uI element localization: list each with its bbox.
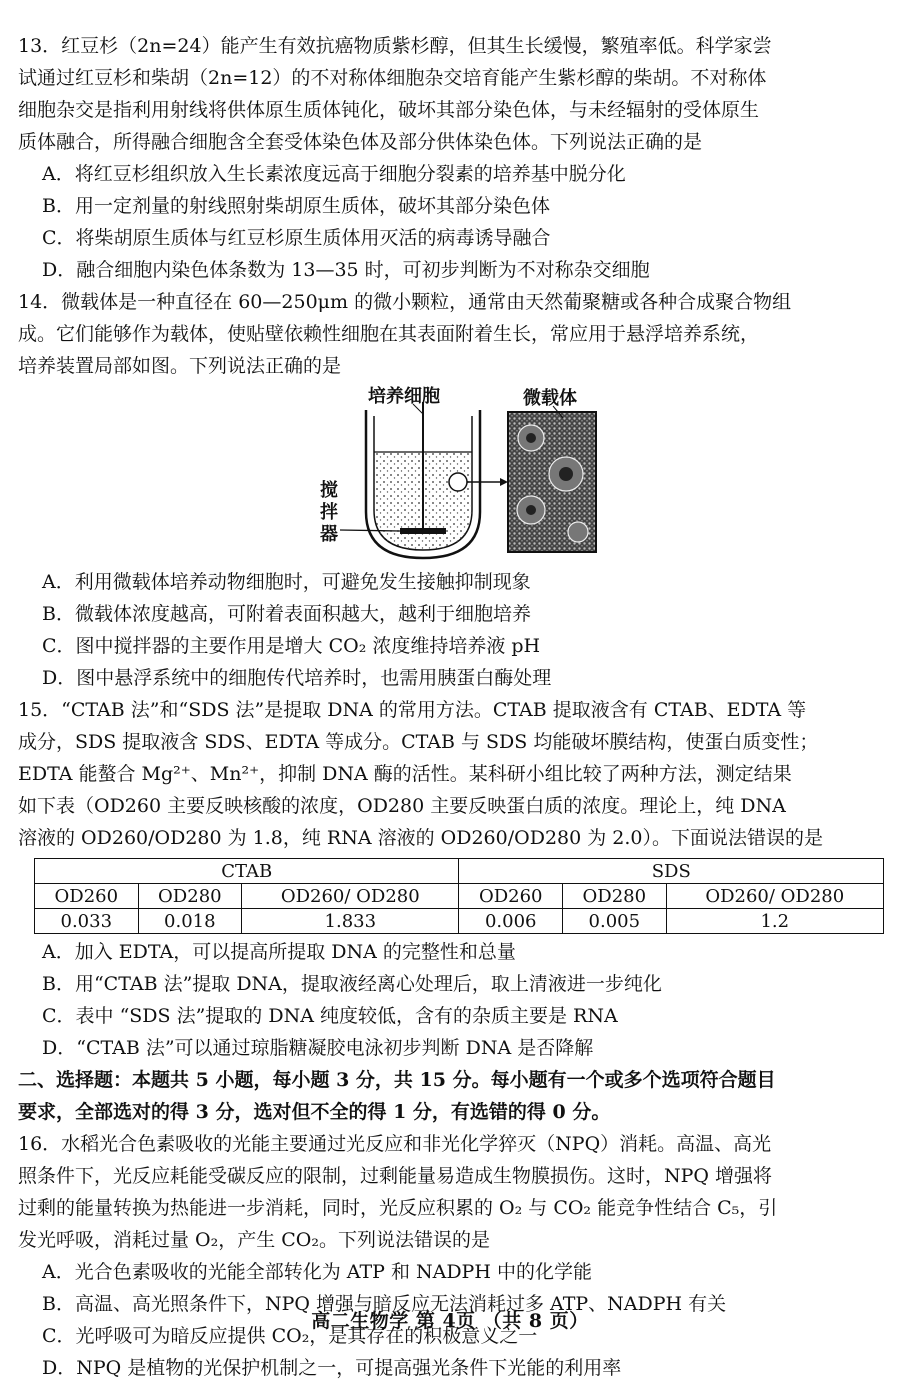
q15-option-d: D．“CTAB 法”可以通过琼脂糖凝胶电泳初步判断 DNA 是否降解 — [42, 1037, 594, 1059]
question-15 — [18, 694, 886, 1064]
q13-stem-line: 试通过红豆杉和柴胡（2n=12）的不对称体细胞杂交培育能产生紫杉醇的柴胡。不对称体 — [18, 67, 767, 89]
q14-option-b: B．微载体浓度越高，可附着表面积越大，越利于细胞培养 — [42, 603, 531, 625]
q16-stem-line: 发光呼吸，消耗过量 O₂，产生 CO₂。下列说法错误的是 — [18, 1229, 491, 1251]
q16-stem-line: 16．水稻光合色素吸收的光能主要通过光反应和非光化学猝灭（NPQ）消耗。高温、高光 — [18, 1133, 772, 1155]
figure-label-culture-cells: 培养细胞 — [368, 386, 440, 407]
q13-stem-line: 细胞杂交是指利用射线将供体原生质体钝化，破坏其部分染色体，与未经辐射的受体原生 — [18, 99, 760, 121]
q15-stem-line: 15．“CTAB 法”和“SDS 法”是提取 DNA 的常用方法。CTAB 提取液含有 CTAB、EDTA 等 — [18, 699, 807, 721]
q16-stem-line: 过剩的能量转换为热能进一步消耗，同时，光反应积累的 O₂ 与 CO₂ 能竞争性结合 C₅，引 — [18, 1197, 778, 1219]
question-16 — [18, 1128, 886, 1384]
q13-option-c: C．将柴胡原生质体与红豆杉原生质体用灭活的病毒诱导融合 — [42, 227, 551, 249]
table-header: OD260 — [459, 884, 563, 909]
q13-stem-line: 质体融合，所得融合细胞含全套受体染色体及部分供体染色体。下列说法正确的是 — [18, 131, 703, 153]
q13-option-b: B．用一定剂量的射线照射柴胡原生质体，破坏其部分染色体 — [42, 195, 550, 217]
q14-stem-line: 14．微载体是一种直径在 60—250μm 的微小颗粒，通常由天然葡聚糖或各种合成聚合物组 — [18, 291, 792, 313]
table-cell: 0.005 — [563, 909, 667, 934]
q14-stem-line: 成。它们能够作为载体，使贴壁依赖性细胞在其表面附着生长，常应用于悬浮培养系统， — [18, 323, 760, 345]
q14-option-c: C．图中搅拌器的主要作用是增大 CO₂ 浓度维持培养液 pH — [42, 635, 541, 657]
table-group-sds: SDS — [459, 859, 884, 884]
question-14 — [18, 286, 886, 694]
q15-stem-line: 如下表（OD260 主要反映核酸的浓度，OD280 主要反映蛋白质的浓度。理论上，纯 DNA — [18, 795, 786, 817]
q16-option-b: B．高温、高光照条件下，NPQ 增强与暗反应无法消耗过多 ATP、NADPH 有关 — [42, 1293, 727, 1315]
dna-extraction-table — [34, 858, 884, 934]
figure-label-stirrer: 搅拌器 — [320, 480, 338, 545]
q13-stem-line: 13．红豆杉（2n=24）能产生有效抗癌物质紫杉醇，但其生长缓慢，繁殖率低。科学家尝 — [18, 35, 772, 57]
table-cell: 1.2 — [666, 909, 883, 934]
microcarrier-figure — [18, 382, 886, 566]
section-2-line: 二、选择题：本题共 5 小题，每小题 3 分，共 15 分。每小题有一个或多个选项符合题目 — [18, 1069, 776, 1091]
microcarrier-bead — [449, 473, 467, 491]
q15-stem-line: EDTA 能螯合 Mg²⁺、Mn²⁺，抑制 DNA 酶的活性。某科研小组比较了两种方法，测定结果 — [18, 763, 792, 785]
table-cell: 1.833 — [242, 909, 459, 934]
table-cell: 0.033 — [35, 909, 139, 934]
table-cell: 0.006 — [459, 909, 563, 934]
section-2-line: 要求，全部选对的得 3 分，选对但不全的得 1 分，有选错的得 0 分。 — [18, 1101, 611, 1123]
q16-stem-line: 照条件下，光反应耗能受碳反应的限制，过剩能量易造成生物膜损伤。这时，NPQ 增强将 — [18, 1165, 773, 1187]
table-group-ctab: CTAB — [35, 859, 459, 884]
section-2-header — [18, 1064, 886, 1128]
table-header: OD280 — [138, 884, 242, 909]
table-header: OD280 — [563, 884, 667, 909]
q14-stem-line: 培养装置局部如图。下列说法正确的是 — [18, 355, 342, 377]
q15-stem-line: 成分，SDS 提取液含 SDS、EDTA 等成分。CTAB 与 SDS 均能破坏膜结构，使蛋白质变性； — [18, 731, 819, 753]
question-13 — [18, 30, 886, 286]
q16-option-d: D．NPQ 是植物的光保护机制之一，可提高强光条件下光能的利用率 — [42, 1357, 622, 1379]
q13-option-a: A．将红豆杉组织放入生长素浓度远高于细胞分裂素的培养基中脱分化 — [42, 163, 626, 185]
q15-option-c: C．表中 “SDS 法”提取的 DNA 纯度较低，含有的杂质主要是 RNA — [42, 1005, 618, 1027]
q14-option-d: D．图中悬浮系统中的细胞传代培养时，也需用胰蛋白酶处理 — [42, 667, 552, 689]
table-header: OD260/ OD280 — [242, 884, 459, 909]
q15-stem-line: 溶液的 OD260/OD280 为 1.8，纯 RNA 溶液的 OD260/OD280 为 2.0）。下面说法错误的是 — [18, 827, 824, 849]
table-cell: 0.018 — [138, 909, 242, 934]
page-footer: 高二生物学 第 4页 （共 8 页） — [311, 1310, 589, 1332]
table-header: OD260/ OD280 — [666, 884, 883, 909]
q13-option-d: D．融合细胞内染色体条数为 13—35 时，可初步判断为不对称杂交细胞 — [42, 259, 650, 281]
table-header: OD260 — [35, 884, 139, 909]
figure-label-microcarrier: 微载体 — [523, 388, 577, 409]
q16-option-c: C．光呼吸可为暗反应提供 CO₂，是其存在的积极意义之一 — [42, 1325, 538, 1347]
q15-option-b: B．用“CTAB 法”提取 DNA，提取液经离心处理后，取上清液进一步纯化 — [42, 973, 662, 995]
q15-option-a: A．加入 EDTA，可以提高所提取 DNA 的完整性和总量 — [42, 941, 516, 963]
exam-page — [18, 30, 886, 1384]
q16-option-a: A．光合色素吸收的光能全部转化为 ATP 和 NADPH 中的化学能 — [42, 1261, 592, 1283]
bioreactor-diagram — [18, 382, 886, 566]
q14-option-a: A．利用微载体培养动物细胞时，可避免发生接触抑制现象 — [42, 571, 531, 593]
table-row — [35, 909, 884, 934]
microcarrier-magnified-view — [508, 412, 596, 552]
